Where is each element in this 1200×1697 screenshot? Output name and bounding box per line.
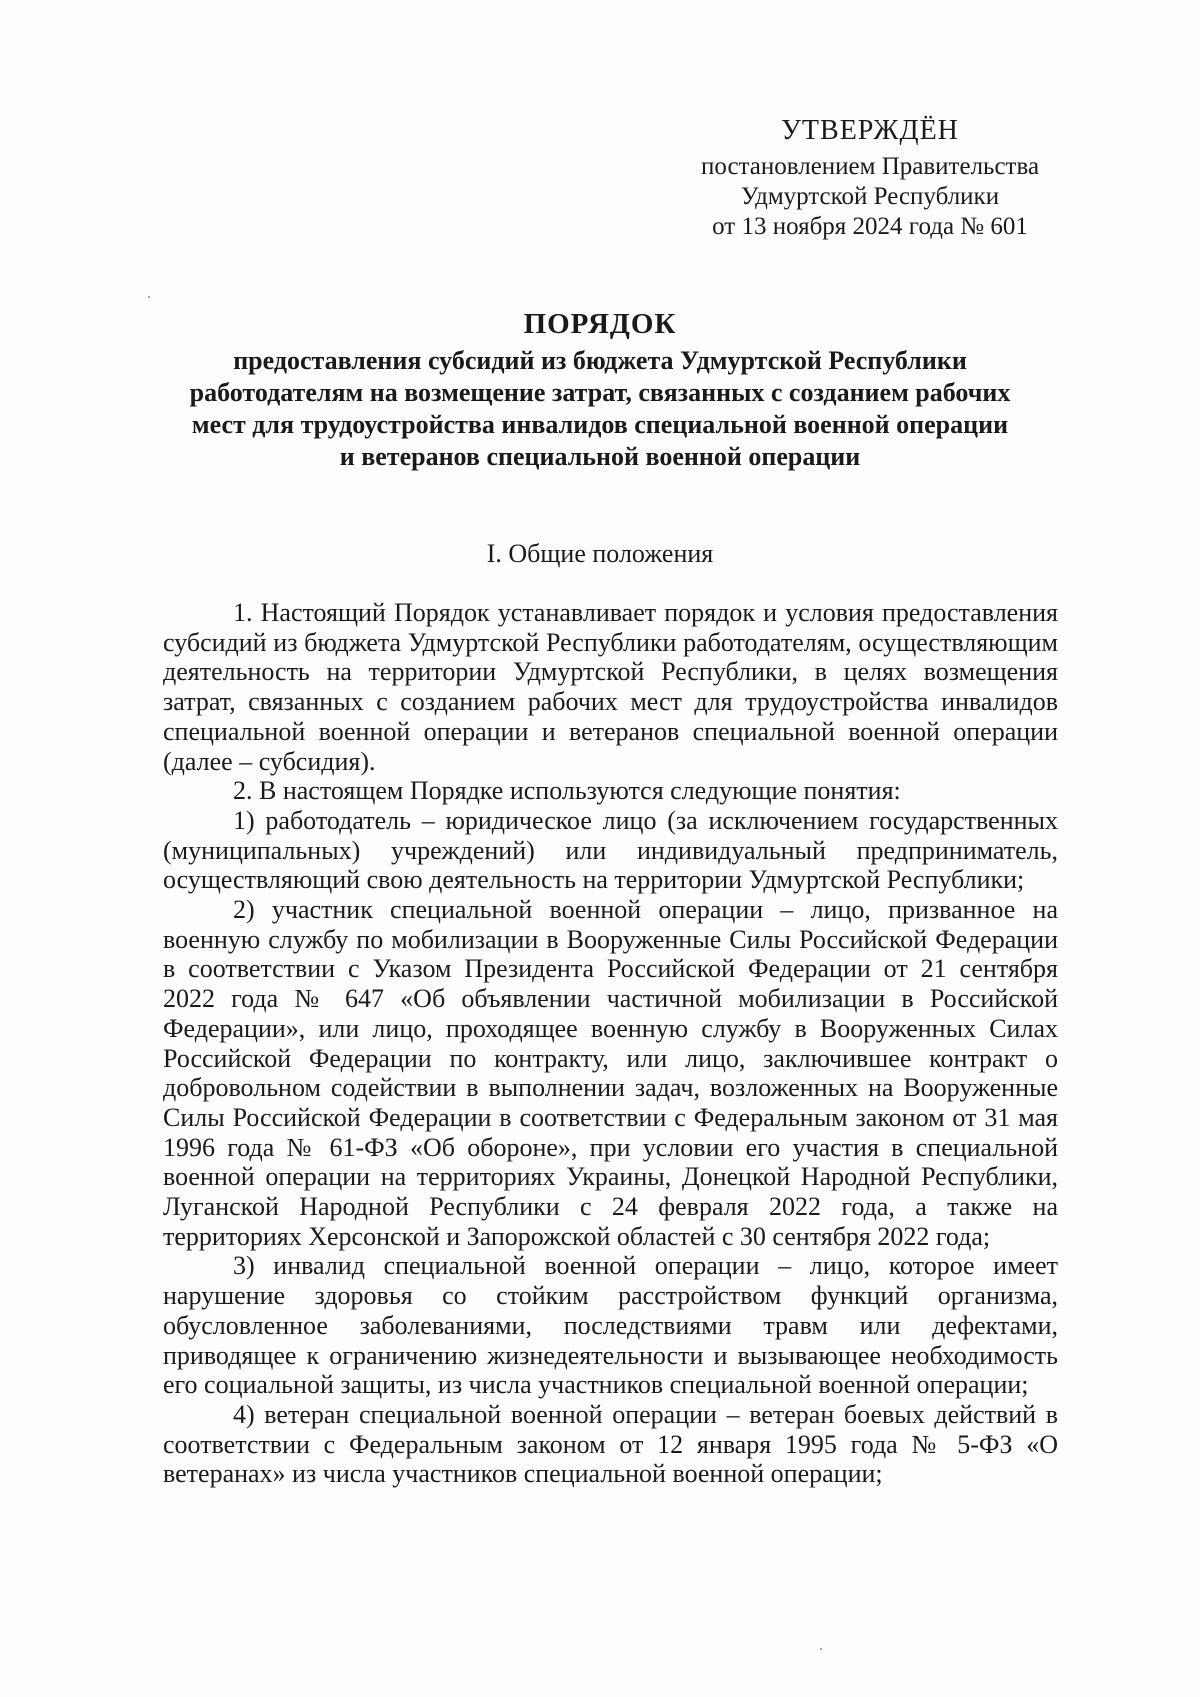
paragraph: 1. Настоящий Порядок устанавливает порядок и условия предоставления субсидий из бюджета Удмуртской Республики работодателям, осуществляющим деятельность на территории Удмуртской Республики, в целях возмещения затрат, связанных с созданием рабочих мест для трудоустройства инвалидов специальной военной операции и ветеранов специальной военной операции (далее – субсидия). [163, 598, 1058, 776]
document-title: ПОРЯДОК [523, 308, 677, 340]
approval-line: от 13 ноября 2024 года № 601 [712, 213, 1028, 240]
document-body [163, 598, 1058, 1489]
approval-line: Удмуртской Республики [740, 183, 1000, 210]
scan-speck [820, 1648, 822, 1650]
document-title-block [140, 305, 1060, 473]
scan-speck [148, 296, 150, 298]
document-subtitle-line: работодателям на возмещение затрат, связанных с созданием рабочих [189, 378, 1011, 407]
paragraph: 3) инвалид специальной военной операции – лицо, которое имеет нарушение здоровья со стойким расстройством функций организма, обусловленное заболеваниями, последствиями травм или дефектами, приводящее к ограничению жизнедеятельности и вызывающее необходимость его социальной защиты, из числа участников специальной военной операции; [163, 1251, 1058, 1400]
document-subtitle-line: предоставления субсидий из бюджета Удмуртской Республики [233, 346, 967, 375]
document-subtitle-line: мест для трудоустройства инвалидов специальной военной операции [191, 410, 1009, 439]
paragraph: 4) ветеран специальной военной операции – ветеран боевых действий в соответствии с Федеральным законом от 12 января 1995 года № 5-ФЗ «О ветеранах» из числа участников специальной военной операции; [163, 1399, 1058, 1489]
paragraph: 2. В настоящем Порядке используются следующие понятия: [233, 776, 901, 806]
document-subtitle-line: и ветеранов специальной военной операции [339, 442, 861, 471]
approval-line: постановлением Правительства [700, 153, 1040, 180]
paragraph: 2) участник специальной военной операции – лицо, призванное на военную службу по мобилизации в Вооруженные Силы Российской Федерации в соответствии с Указом Президента Российской Федерации от 21 сентября 2022 года № 647 «Об объявлении частичной мобилизации в Российской Федерации», или лицо, проходящее военную службу в Вооруженных Силах Российской Федерации по контракту, или лицо, заключившее контракт о добровольном содействии в выполнении задач, возложенных на Вооруженные Силы Российской Федерации в соответствии с Федеральным законом от 31 мая 1996 года № 61-ФЗ «Об обороне», при условии его участия в специальной военной операции на территориях Украины, Донецкой Народной Республики, Луганской Народной Республики с 24 февраля 2022 года, а также на территориях Херсонской и Запорожской областей с 30 сентября 2022 года; [163, 895, 1058, 1251]
approval-title: УТВЕРЖДЁН [781, 115, 959, 146]
approval-stamp [660, 112, 1080, 242]
section-heading: I. Общие положения [486, 539, 714, 568]
paragraph: 1) работодатель – юридическое лицо (за исключением государственных (муниципальных) учреждений) или индивидуальный предприниматель, осуществляющий свою деятельность на территории Удмуртской Республики; [163, 805, 1058, 895]
